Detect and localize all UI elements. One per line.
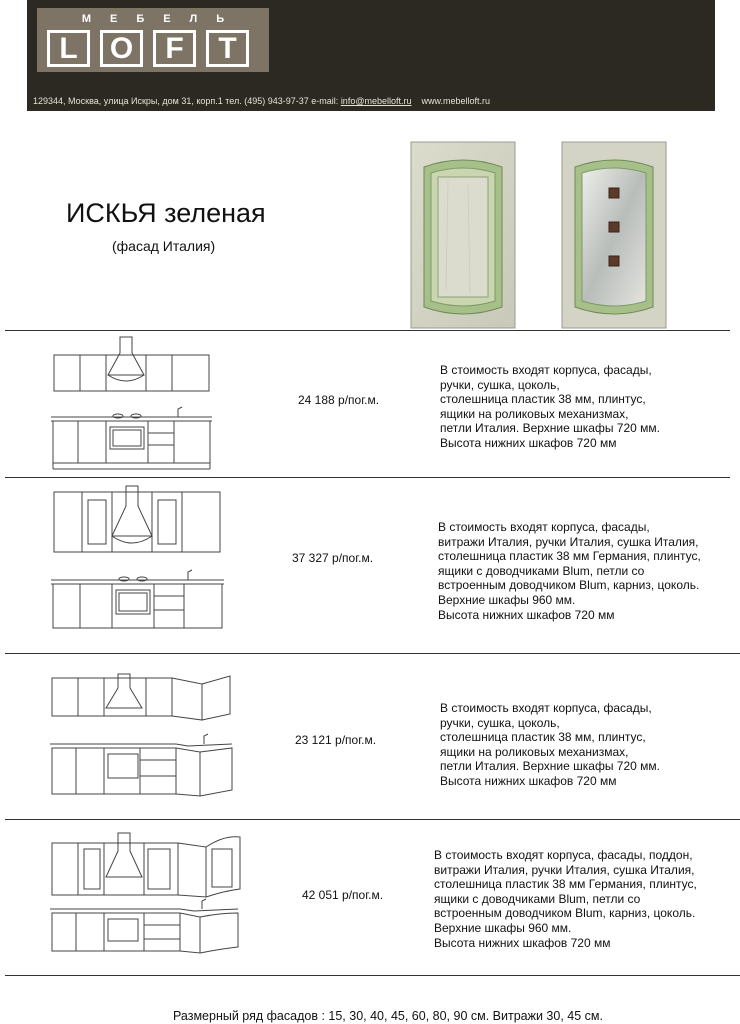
description-line: столешница пластик 38 мм, плинтус,	[440, 730, 646, 745]
section-divider	[5, 330, 730, 331]
logo-letter: F	[153, 30, 196, 67]
description-line: ручки, сушка, цоколь,	[440, 377, 560, 392]
description-line: Высота нижних шкафов 720 мм	[440, 435, 617, 450]
kitchen-drawing-2	[48, 482, 226, 634]
description-line: витражи Италия, ручки Италия, сушка Италия,	[438, 534, 699, 549]
product-title: ИСКЬЯ зеленая	[66, 198, 266, 228]
kitchen-drawing-3	[48, 668, 236, 804]
description-line: ящики на роликовых механизмах,	[440, 406, 629, 421]
facade-solid-image	[410, 141, 516, 329]
description-line: Высота нижних шкафов 720 мм	[440, 773, 617, 788]
product-subtitle: (фасад Италия)	[112, 238, 216, 254]
logo-letters	[47, 30, 249, 67]
kitchen-drawing-1	[48, 333, 216, 473]
description-line: столешница пластик 38 мм, плинтус,	[440, 392, 646, 407]
price-option-1: 24 188 р/пог.м.	[298, 393, 380, 407]
description-line: В стоимость входят корпуса, фасады,	[440, 701, 652, 715]
email-link[interactable]: info@mebelloft.ru	[340, 96, 412, 106]
description-line: Высота нижних шкафов 720 мм	[434, 935, 611, 950]
facade-glass-image	[561, 141, 667, 329]
description-line: Верхние шкафы 960 мм.	[434, 920, 572, 935]
section-divider	[5, 975, 740, 976]
description-option-2	[438, 520, 701, 622]
description-line: ручки, сушка, цоколь,	[440, 715, 560, 730]
price-option-4: 42 051 р/пог.м.	[302, 888, 384, 902]
description-line: ящики с доводчиками Blum, петли со	[434, 891, 641, 906]
description-line: витражи Италия, ручки Италия, сушка Италия,	[434, 862, 695, 877]
description-line: ящики с доводчиками Blum, петли со	[438, 563, 645, 578]
contact-line	[33, 96, 490, 106]
section-divider	[5, 653, 740, 654]
price-option-3: 23 121 р/пог.м.	[295, 733, 377, 747]
logo-top-text: МЕБЕЛЬ	[81, 13, 244, 25]
header-banner	[27, 0, 715, 111]
kitchen-drawing-4	[48, 825, 242, 960]
logo-letter: L	[47, 30, 90, 67]
description-line: В стоимость входят корпуса, фасады, поддон,	[434, 848, 693, 862]
description-line: Верхние шкафы 960 мм.	[438, 592, 576, 607]
website-link[interactable]: www.mebelloft.ru	[421, 96, 491, 106]
description-option-1	[440, 363, 660, 451]
description-line: встроенным доводчиком Blum, карниз, цоколь.	[434, 906, 696, 921]
section-divider	[5, 477, 730, 478]
description-line: Высота нижних шкафов 720 мм	[438, 607, 615, 622]
description-option-4	[434, 848, 697, 950]
description-line: петли Италия. Верхние шкафы 720 мм.	[440, 759, 660, 774]
description-line: столешница пластик 38 мм Германия, плинтус,	[438, 549, 701, 564]
description-line: В стоимость входят корпуса, фасады,	[440, 363, 652, 377]
address-text: 129344, Москва, улица Искры, дом 31, корп.1 тел. (495) 943-97-37 e-mail:	[33, 96, 339, 106]
description-line: встроенным доводчиком Blum, карниз, цоколь.	[438, 578, 700, 593]
logo-letter: O	[100, 30, 143, 67]
logo	[37, 8, 269, 72]
description-line: В стоимость входят корпуса, фасады,	[438, 520, 650, 534]
price-option-2: 37 327 р/пог.м.	[292, 551, 374, 565]
description-option-3	[440, 701, 660, 789]
logo-letter: T	[206, 30, 249, 67]
section-divider	[5, 819, 740, 820]
description-line: петли Италия. Верхние шкафы 720 мм.	[440, 421, 660, 436]
description-line: столешница пластик 38 мм Германия, плинтус,	[434, 877, 697, 892]
description-line: ящики на роликовых механизмах,	[440, 744, 629, 759]
facade-sizes-note: Размерный ряд фасадов : 15, 30, 40, 45, 60, 80, 90 см. Витражи 30, 45 см.	[173, 1009, 603, 1023]
